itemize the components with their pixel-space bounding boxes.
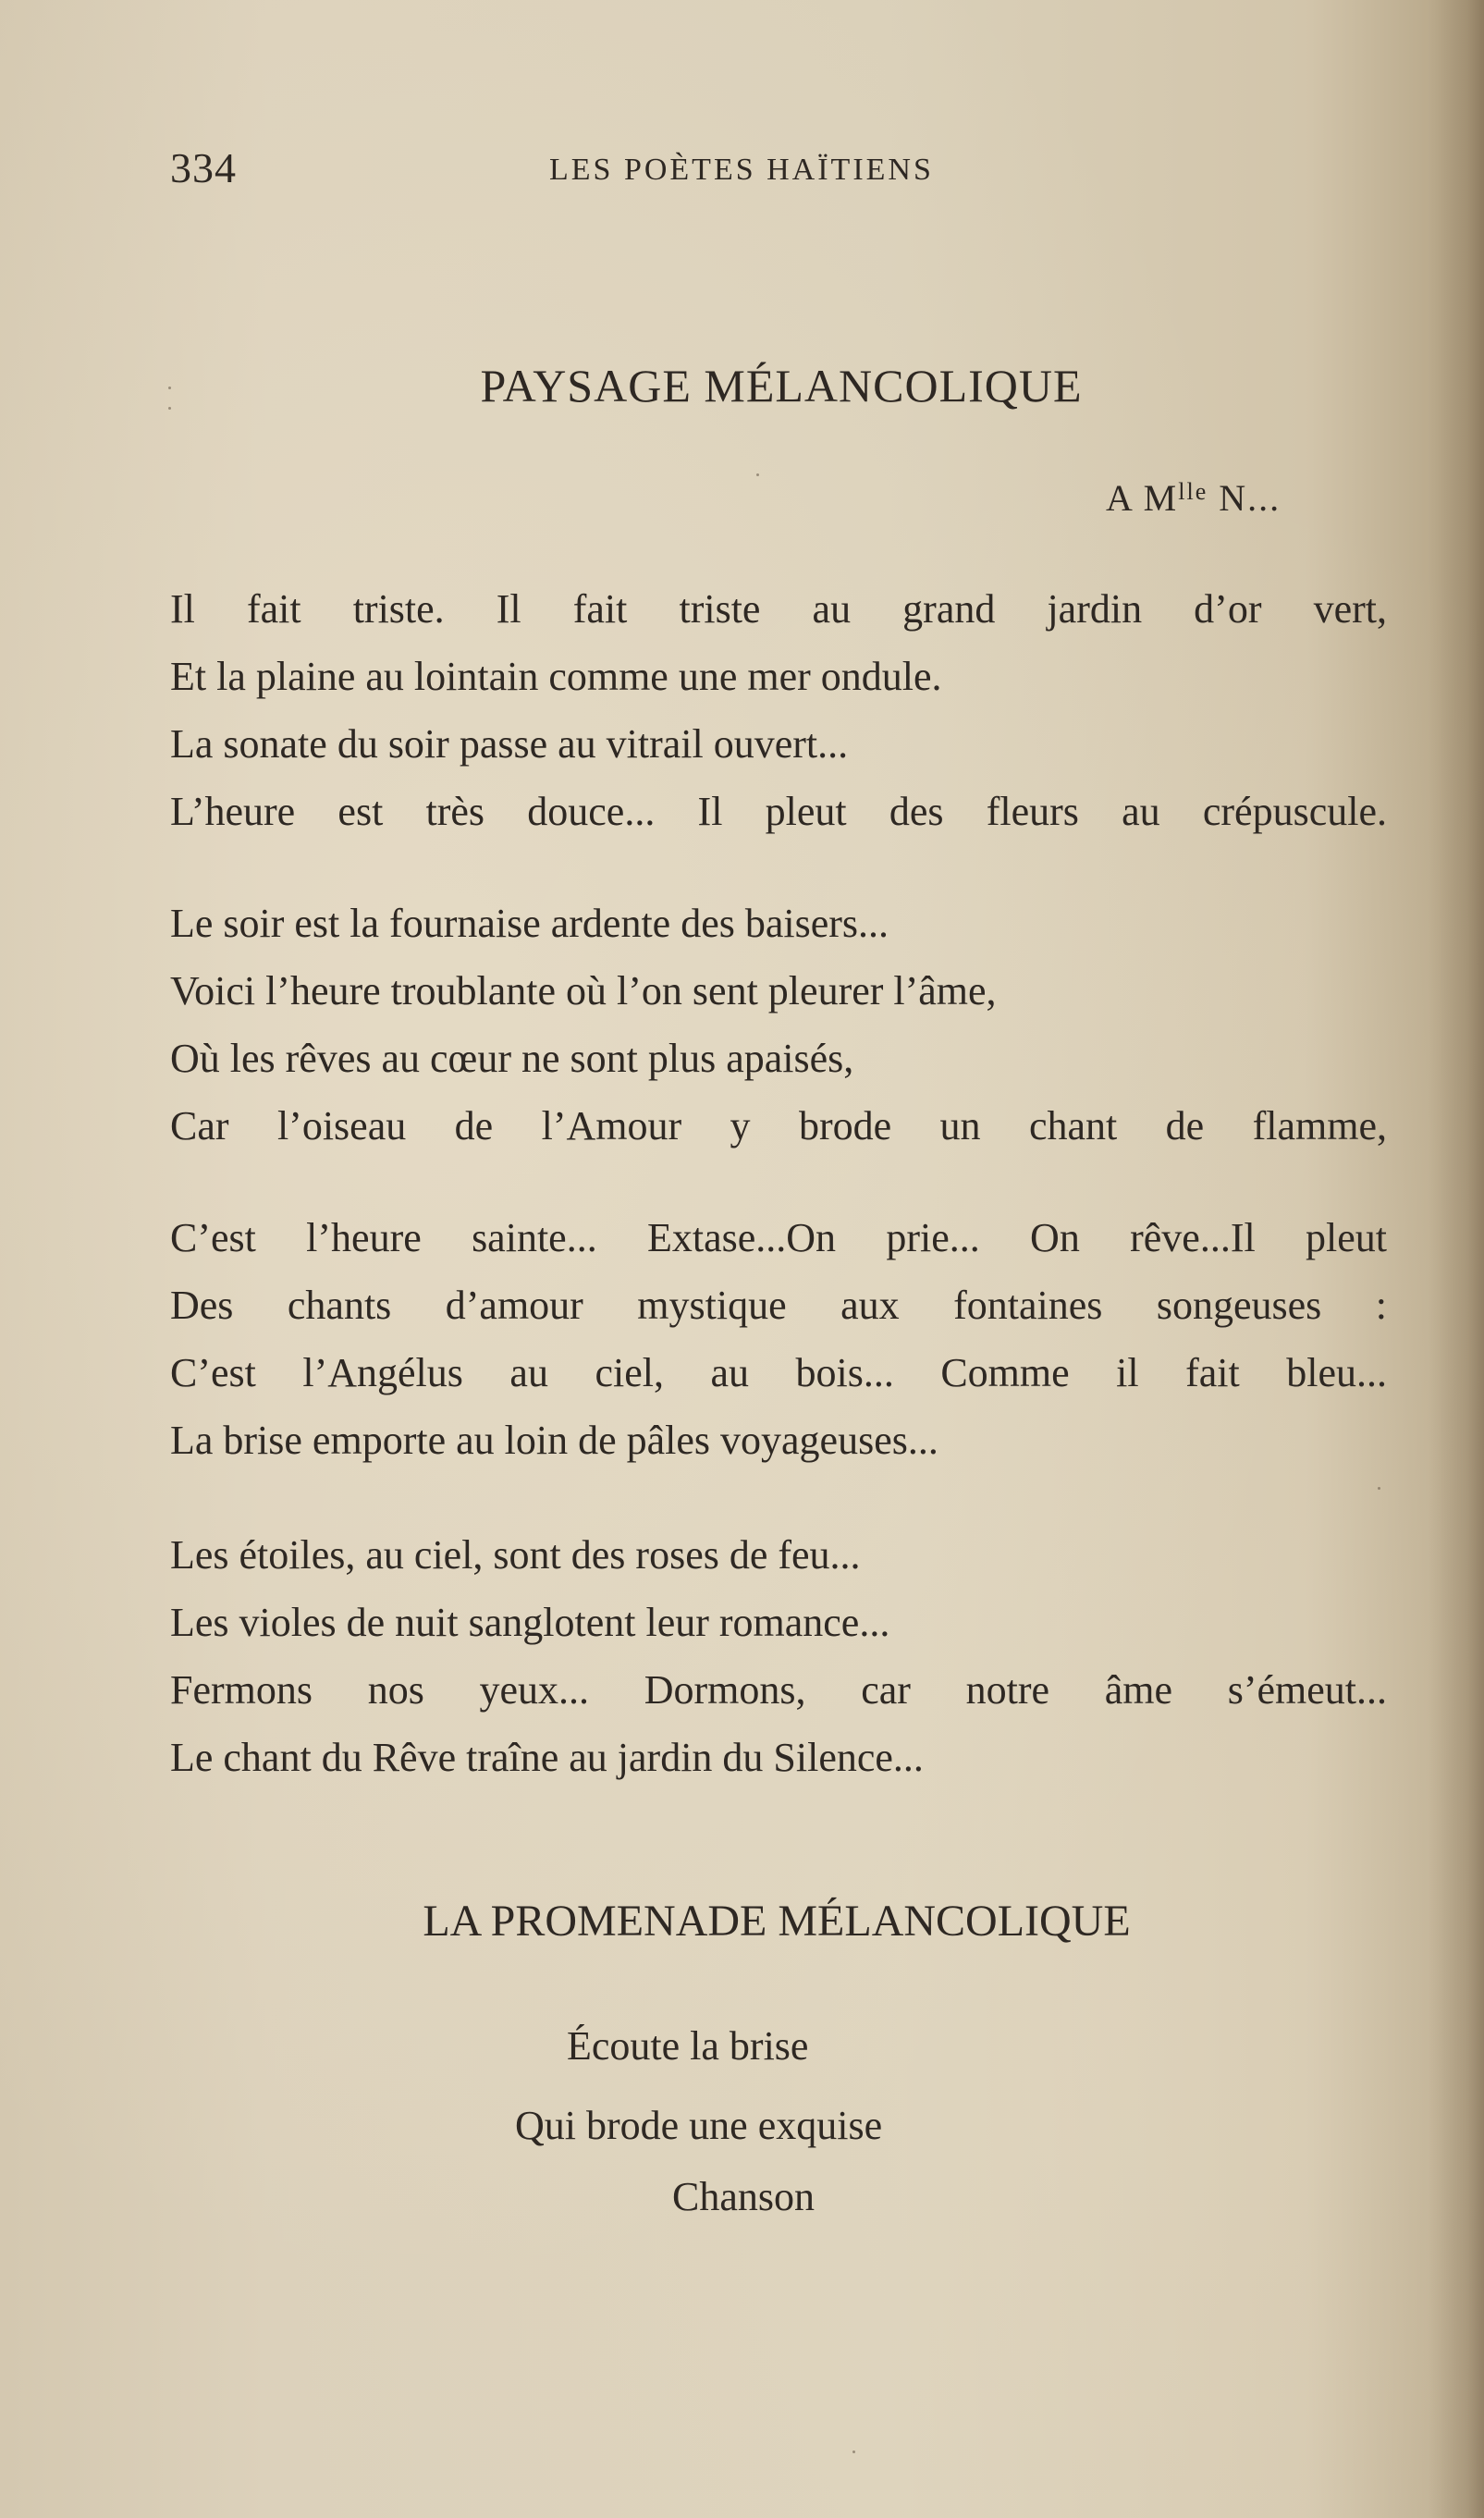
paper-speck: [852, 2450, 855, 2453]
verse-line: Écoute la brise: [567, 2023, 809, 2069]
verse-line: Voici l’heure troublante où l’on sent pleurer l’âme,: [170, 968, 997, 1013]
verse-line: L’heure est très douce... Il pleut des fleurs au crépuscule.: [170, 789, 1387, 834]
verse-line: Où les rêves au cœur ne sont plus apaisés,: [170, 1036, 854, 1081]
stanza-2: [170, 890, 1391, 1160]
verse-line: C’est l’heure sainte... Extase...On prie... On rêve...Il pleut: [170, 1215, 1387, 1260]
page-number: 334: [170, 144, 237, 191]
verse-line: Et la plaine au lointain comme une mer ondule.: [170, 654, 942, 699]
poem-title-promenade: LA PROMENADE MÉLANCOLIQUE: [423, 1897, 1131, 1946]
verse-line: La sonate du soir passe au vitrail ouvert...: [170, 721, 849, 767]
verse-line: Des chants d’amour mystique aux fontaines songeuses :: [170, 1283, 1387, 1328]
running-head: [170, 143, 1391, 199]
verse-line: Car l’oiseau de l’Amour y brode un chant de flamme,: [170, 1103, 1387, 1148]
verse-line: La brise emporte au loin de pâles voyageuses...: [170, 1418, 938, 1463]
stanza-3: [170, 1204, 1391, 1474]
paper-speck: [1378, 1487, 1380, 1490]
verse-line: Le chant du Rêve traîne au jardin du Silence...: [170, 1735, 924, 1780]
stanza-4: [170, 1521, 1391, 1791]
verse-line: Le soir est la fournaise ardente des baisers...: [170, 901, 889, 946]
dedication-prefix: A M: [1106, 477, 1179, 519]
verse-line: Il fait triste. Il fait triste au grand jardin d’or vert,: [170, 586, 1387, 632]
dedication-suffix: N...: [1208, 477, 1282, 519]
paper-speck: [168, 387, 171, 389]
verse-line: Qui brode une exquise: [515, 2103, 883, 2148]
paper-speck: [168, 407, 171, 410]
running-title: LES POÈTES HAÏTIENS: [549, 153, 934, 187]
stanza-1: [170, 575, 1391, 845]
poem-title-paysage: PAYSAGE MÉLANCOLIQUE: [480, 360, 1083, 411]
verse-line: Les violes de nuit sanglotent leur romance...: [170, 1600, 890, 1645]
verse-line: Fermons nos yeux... Dormons, car notre âme s’émeut...: [170, 1667, 1387, 1713]
verse-line: Les étoiles, au ciel, sont des roses de feu...: [170, 1532, 861, 1578]
verse-line: C’est l’Angélus au ciel, au bois... Comme il fait bleu...: [170, 1350, 1387, 1395]
paper-speck: [756, 473, 759, 476]
dedication-superscript: lle: [1178, 478, 1208, 505]
verse-line: Chanson: [672, 2174, 815, 2219]
dedication: [1106, 476, 1281, 520]
